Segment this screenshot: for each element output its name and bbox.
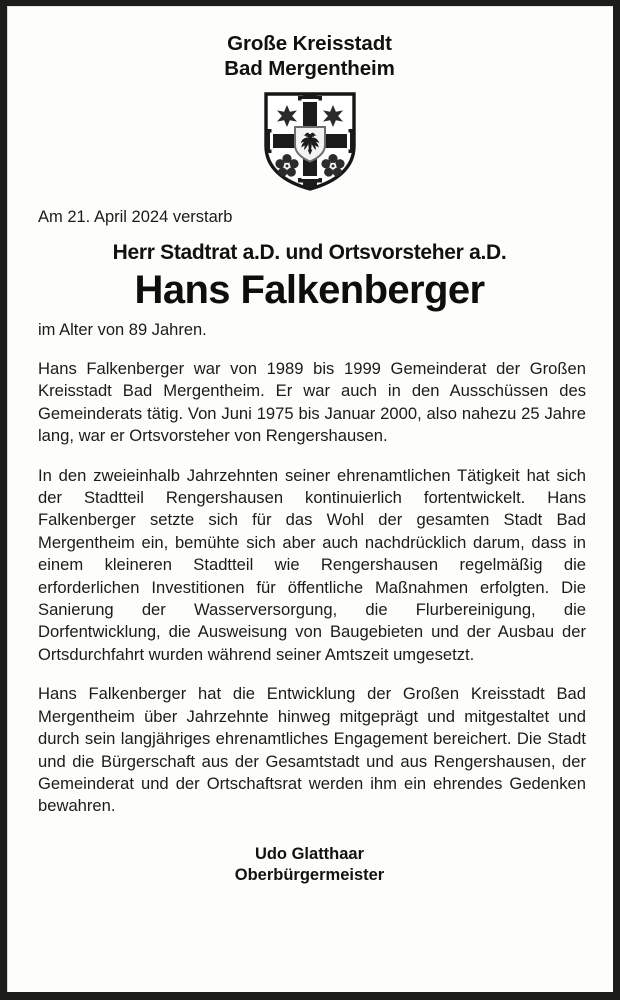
death-date-line: Am 21. April 2024 verstarb: [38, 208, 233, 226]
age-line: im Alter von 89 Jahren.: [38, 321, 207, 339]
obituary-body: [38, 358, 586, 818]
municipality-line-2: Bad Mergentheim: [224, 57, 395, 80]
body-paragraph: In den zweieinhalb Jahrzehnten seiner ehrenamtlichen Tätigkeit hat sich der Stadtteil Rengershausen kontinuierlich fortentwickelt. Hans Falkenberger setzte sich für das Wohl der gesamten Stadt Bad Mergentheim ein, bemühte sich aber auch nachdrücklich darum, dass in einem kleineren Stadtteil wie Rengershausen regelmäßig die erforderlichen Investitionen für öffentliche Maßnahmen erfolgten. Die Sanierung der Wasserversorgung, die Flurbereinigung, die Dorfentwicklung, die Ausweisung von Baugebieten und der Ausbau der Ortsdurchfahrt wurden während seiner Amtszeit umgesetzt.: [38, 465, 586, 664]
coat-of-arms-container: [32, 90, 587, 193]
deceased-title: Herr Stadtrat a.D. und Ortsvorsteher a.D.: [112, 241, 507, 264]
signatory-name: Udo Glatthaar: [254, 844, 365, 863]
notice-content: [8, 7, 614, 993]
body-paragraph: Hans Falkenberger war von 1989 bis 1999 Gemeinderat der Großen Kreisstadt Bad Mergentheim. Er war auch in den Ausschüssen des Gemeinderats tätig. Von Juni 1975 bis Januar 2000, also nahezu 25 Jahre lang, war er Ortsvorsteher von Rengershausen.: [38, 359, 586, 446]
municipality-header: [32, 31, 587, 81]
municipality-line-1: Große Kreisstadt: [227, 32, 392, 55]
signatory-role: Oberbürgermeister: [234, 865, 385, 884]
body-paragraph: Hans Falkenberger hat die Entwicklung der Großen Kreisstadt Bad Mergentheim über Jahrzehnte hinweg mitgeprägt und mitgestaltet und durch sein langjähriges ehrenamtliches Engagement bereichert. Die Stadt und die Bürgerschaft aus der Gesamtstadt und aus Rengershausen, der Gemeinderat und der Ortschaftsrat werden ihm ein ehrendes Gedenken bewahren.: [38, 684, 586, 816]
notice-page: [7, 6, 613, 992]
coat-of-arms-icon: [262, 90, 358, 193]
deceased-name: Hans Falkenberger: [134, 268, 485, 312]
signature-block: [32, 844, 587, 886]
